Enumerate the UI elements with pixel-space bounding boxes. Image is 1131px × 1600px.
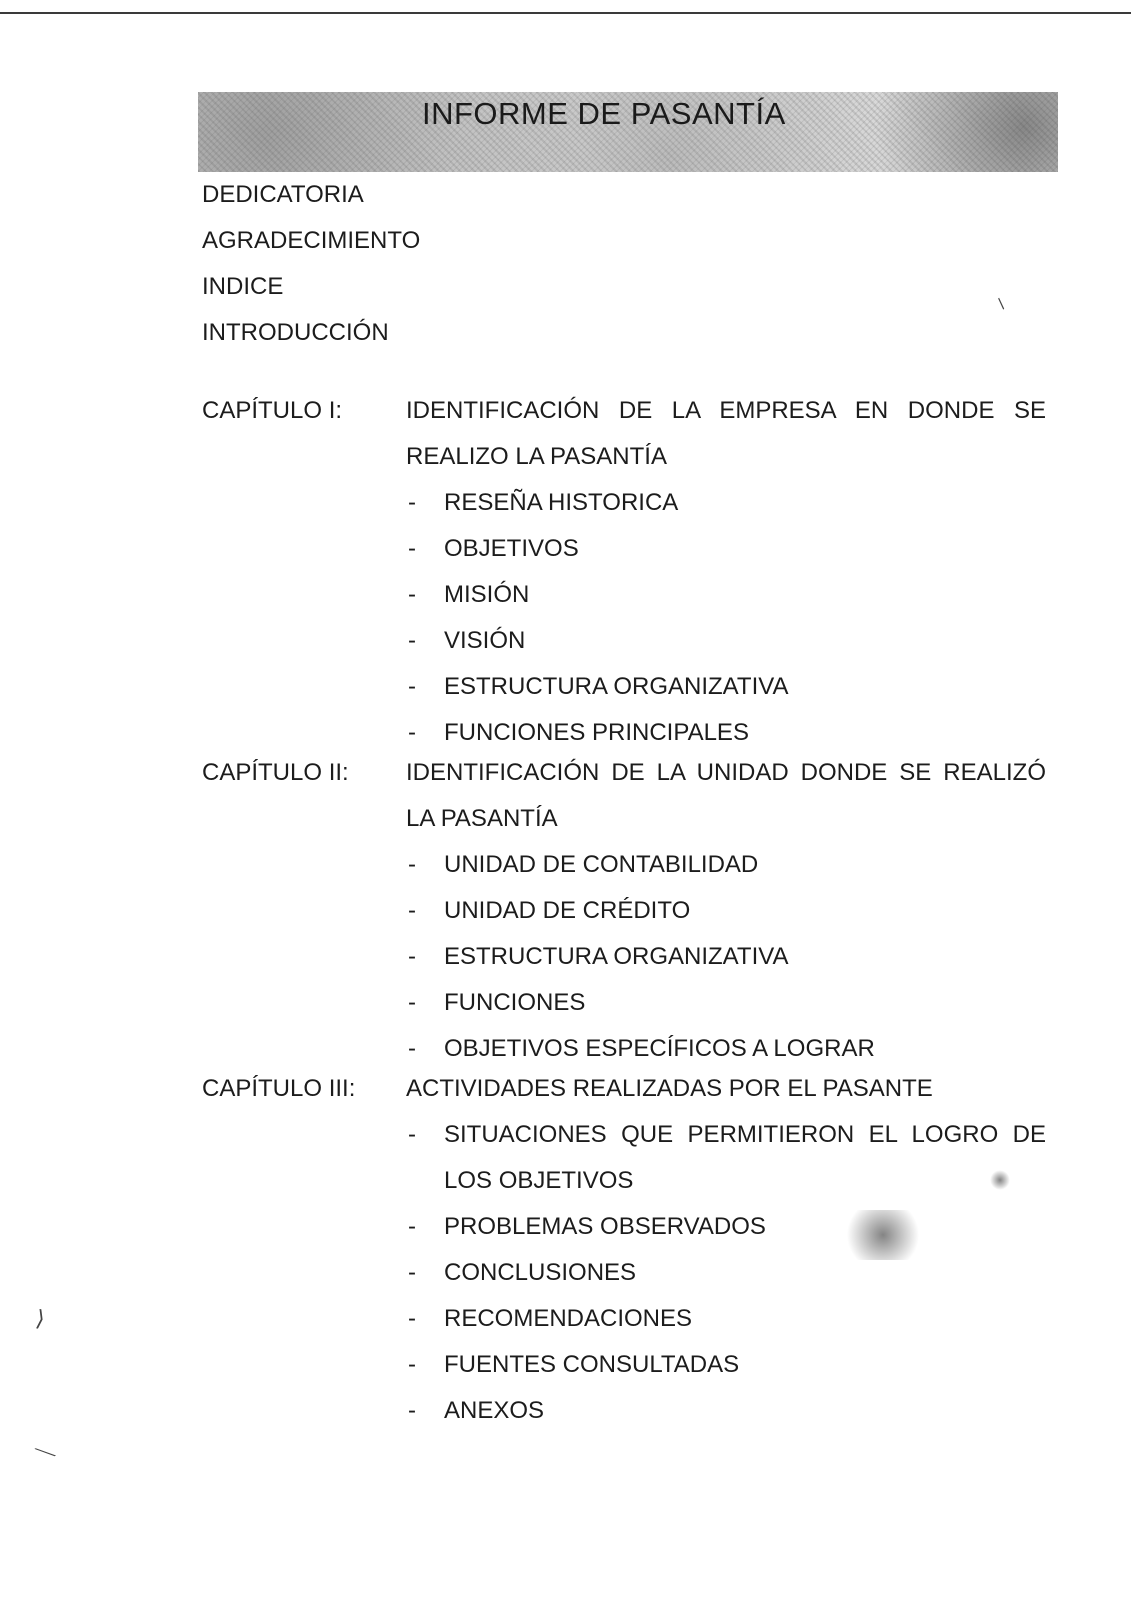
front-matter-item: AGRADECIMIENTO xyxy=(202,227,421,254)
list-item xyxy=(406,1296,1046,1342)
chapter-label: CAPÍTULO II: xyxy=(202,759,349,786)
list-item xyxy=(406,980,1046,1026)
list-item xyxy=(406,664,1046,710)
list-item xyxy=(406,618,1046,664)
list-item-text: CONCLUSIONES xyxy=(444,1259,637,1286)
list-item xyxy=(406,842,1046,888)
scan-noise-speck xyxy=(990,1170,1010,1190)
list-item-text: OBJETIVOS xyxy=(444,535,579,562)
bullet-dash: - xyxy=(408,943,416,970)
bullet-dash: - xyxy=(408,1259,416,1286)
list-item-text: ESTRUCTURA ORGANIZATIVA xyxy=(444,943,789,970)
chapter-items-list xyxy=(406,480,1046,756)
list-item xyxy=(406,1204,1046,1250)
list-item-text: ESTRUCTURA ORGANIZATIVA xyxy=(444,673,789,700)
bullet-dash: - xyxy=(408,581,416,608)
bullet-dash: - xyxy=(408,1121,416,1148)
scan-edge-mark: ⟩ xyxy=(33,1305,47,1332)
chapter-label: CAPÍTULO I: xyxy=(202,397,343,424)
scan-edge-mark: / xyxy=(994,296,1010,313)
list-item xyxy=(406,1112,1046,1204)
list-item-text: VISIÓN xyxy=(444,627,526,654)
list-item-text: ANEXOS xyxy=(444,1397,545,1424)
scan-noise-speck xyxy=(838,1210,928,1260)
list-item-text: RECOMENDACIONES xyxy=(444,1305,693,1332)
list-item-text: FUNCIONES PRINCIPALES xyxy=(444,719,749,746)
top-edge-line xyxy=(0,12,1131,14)
front-matter-item: INDICE xyxy=(202,273,284,300)
bullet-dash: - xyxy=(408,1351,416,1378)
list-item-text: SITUACIONES QUE PERMITIERON EL LOGRO DE LOS OBJETIVOS xyxy=(444,1121,1046,1194)
bullet-dash: - xyxy=(408,1305,416,1332)
document-title: INFORME DE PASANTÍA xyxy=(422,96,786,131)
chapter-items-list xyxy=(406,842,1046,1072)
chapter-title: ACTIVIDADES REALIZADAS POR EL PASANTE xyxy=(406,1075,933,1102)
bullet-dash: - xyxy=(408,897,416,924)
list-item xyxy=(406,1250,1046,1296)
front-matter-item: DEDICATORIA xyxy=(202,181,364,208)
scan-edge-mark: ⟍ xyxy=(32,1437,59,1468)
front-matter-list xyxy=(202,172,420,356)
chapter-body xyxy=(406,1066,1046,1434)
bullet-dash: - xyxy=(408,989,416,1016)
bullet-dash: - xyxy=(408,1397,416,1424)
chapter-title: IDENTIFICACIÓN DE LA EMPRESA EN DONDE SE REALIZO LA PASANTÍA xyxy=(406,397,1046,470)
list-item-text: UNIDAD DE CONTABILIDAD xyxy=(444,851,759,878)
list-item-text: MISIÓN xyxy=(444,581,530,608)
list-item xyxy=(406,572,1046,618)
list-item xyxy=(406,526,1046,572)
list-item xyxy=(406,1388,1046,1434)
chapter-body xyxy=(406,750,1046,1072)
list-item-text: OBJETIVOS ESPECÍFICOS A LOGRAR xyxy=(444,1035,875,1062)
bullet-dash: - xyxy=(408,535,416,562)
bullet-dash: - xyxy=(408,719,416,746)
list-item-text: PROBLEMAS OBSERVADOS xyxy=(444,1213,766,1240)
chapter-label: CAPÍTULO III: xyxy=(202,1075,356,1102)
list-item xyxy=(406,1342,1046,1388)
list-item xyxy=(406,480,1046,526)
list-item xyxy=(406,934,1046,980)
bullet-dash: - xyxy=(408,1213,416,1240)
bullet-dash: - xyxy=(408,489,416,516)
list-item-text: FUENTES CONSULTADAS xyxy=(444,1351,740,1378)
bullet-dash: - xyxy=(408,627,416,654)
chapter-body xyxy=(406,388,1046,756)
bullet-dash: - xyxy=(408,673,416,700)
list-item xyxy=(406,888,1046,934)
list-item-text: RESEÑA HISTORICA xyxy=(444,489,679,516)
list-item-text: UNIDAD DE CRÉDITO xyxy=(444,897,691,924)
chapter-items-list xyxy=(406,1112,1046,1434)
front-matter-item: INTRODUCCIÓN xyxy=(202,319,389,346)
bullet-dash: - xyxy=(408,1035,416,1062)
list-item-text: FUNCIONES xyxy=(444,989,586,1016)
bullet-dash: - xyxy=(408,851,416,878)
chapter-title: IDENTIFICACIÓN DE LA UNIDAD DONDE SE REALIZÓ LA PASANTÍA xyxy=(406,759,1046,832)
